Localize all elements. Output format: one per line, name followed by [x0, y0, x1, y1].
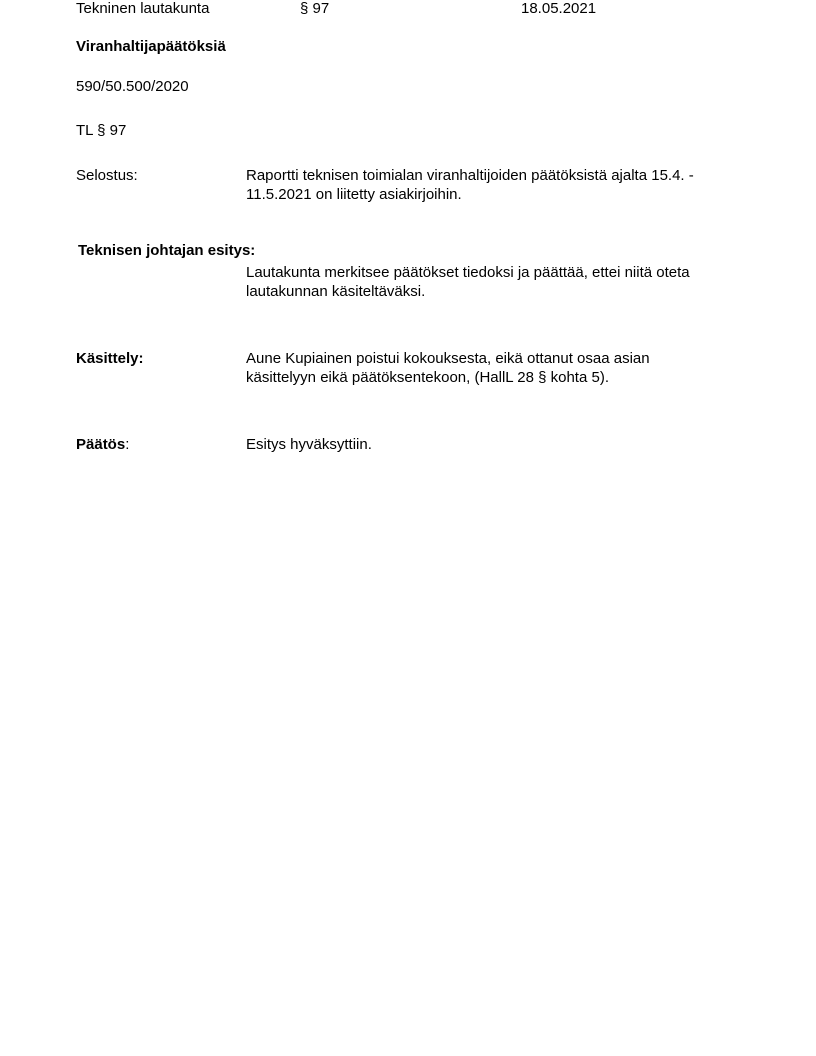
paatos-text: Esitys hyväksyttiin.: [246, 436, 372, 453]
document-subject: Viranhaltijapäätöksiä: [76, 38, 226, 55]
esitys-label: Teknisen johtajan esitys:: [78, 242, 256, 259]
header-section: § 97: [300, 0, 330, 17]
kasittely-text: [246, 349, 746, 387]
esitys-line: Lautakunta merkitsee päätökset tiedoksi ja päättää, ettei niitä oteta: [246, 264, 690, 281]
kasittely-line: Aune Kupiainen poistui kokouksesta, eikä ottanut osaa asian: [246, 350, 650, 367]
selostus-line: 11.5.2021 on liitetty asiakirjoihin.: [246, 186, 462, 203]
paatos-label-colon: :: [125, 436, 130, 453]
header-committee: Tekninen lautakunta: [76, 0, 210, 17]
header-date: 18.05.2021: [521, 0, 597, 17]
selostus-label: Selostus:: [76, 167, 138, 184]
section-reference: TL § 97: [76, 122, 127, 139]
paatos-label: [76, 435, 129, 454]
selostus-text: [246, 166, 746, 204]
esitys-line: lautakunnan käsiteltäväksi.: [246, 283, 426, 300]
kasittely-line: käsittelyyn eikä päätöksentekoon, (HallL 28 § kohta 5).: [246, 369, 609, 386]
paatos-label-word: Päätös: [76, 436, 126, 453]
esitys-text: [246, 263, 746, 301]
selostus-line: Raportti teknisen toimialan viranhaltijoiden päätöksistä ajalta 15.4. -: [246, 167, 694, 184]
kasittely-label: Käsittely:: [76, 350, 144, 367]
record-number: 590/50.500/2020: [76, 78, 189, 95]
